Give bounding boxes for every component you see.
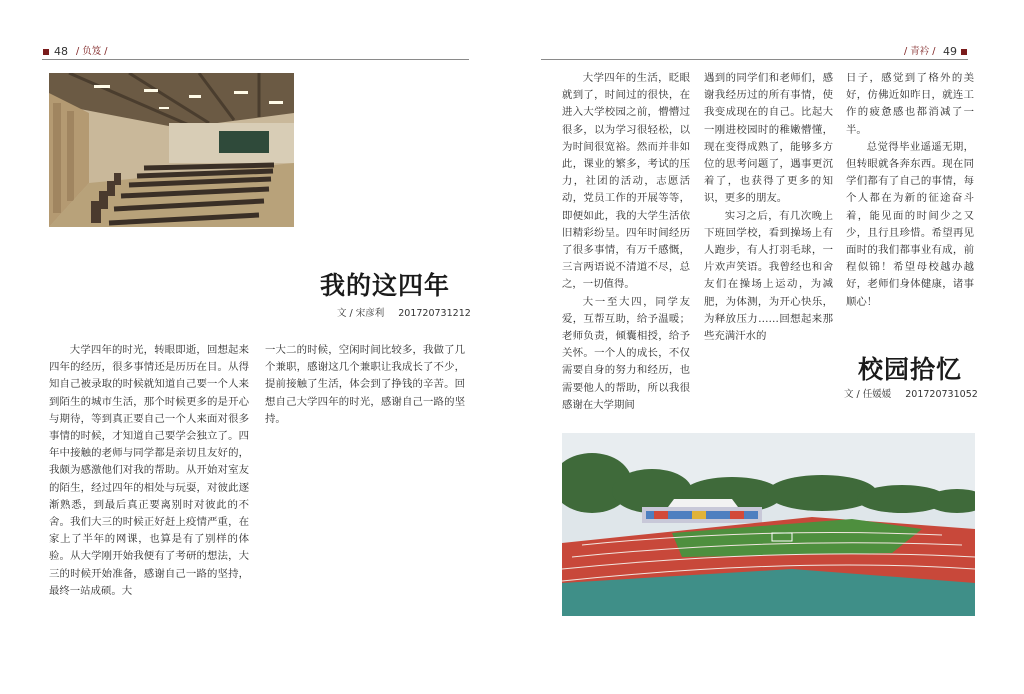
article2-paragraph: 大一至大四，同学友爱，互帮互助，给予温暖；老师负责，倾囊相授，给予关怀。一个人的成长，不仅需要自身的努力和经历，也需要他人的帮助，所以我很感谢在大学期间 [562,295,690,411]
article2-column-3 [846,70,974,311]
page-number-left: 48 [54,45,68,58]
header-marker-left [43,49,49,55]
article2-paragraph: 大学四年的生活，眨眼就到了，时间过的很快，在进入大学校园之前，懵懵过很多，以为学习很轻松，以为时间很宽裕。然而并非如此，课业的繁多，考试的压力，社团的活动，志愿活动，党员工作的开展等等，即便如此，我的大学生活依旧精彩纷呈。四年时间经历了很多事情，有万千感慨，三言两语说不清道不尽，总之，一切值得。 [562,72,690,291]
article2-byline [844,386,978,400]
article1-student-id: 201720731212 [398,308,471,319]
article2-column-1 [562,70,690,414]
section-label-left: / 负笈 / [76,46,108,57]
page-number-right: 49 [943,45,957,58]
article2-column-2 [704,70,833,345]
article1-paragraph-cont: 一大二的时候，空闲时间比较多，我做了几个兼职，感谢这几个兼职让我成长了不少，提前接触了生活，体会到了挣钱的辛苦。回想自己大学四年的时光，感谢自己一路的坚持。 [265,344,465,425]
article1-author: 文 / 宋彦利 [337,308,385,319]
article2-student-id: 201720731052 [905,389,978,400]
header-rule-left [42,59,469,60]
article1-column-1 [49,342,249,600]
header-marker-right [961,49,967,55]
article2-paragraph: 实习之后，有几次晚上下班回学校，看到操场上有人跑步，有人打羽毛球，一片欢声笑语。我曾经也和舍友们在操场上运动，为减肥，为体测，为开心快乐，为释放压力……回想起来那些充满汗水的 [704,209,833,343]
article2-paragraph-cont: 遇到的同学们和老师们，感谢我经历过的所有事情，使我变成现在的自己。比起大一刚进校园时的稚嫩懵懂，现在变得成熟了，能够多方位的思考问题了，遇事更沉着了，也获得了更多的知识，更多的朋友。 [704,72,833,205]
article1-byline [337,305,471,319]
article2-author: 文 / 任媛媛 [844,389,892,400]
article1-paragraph: 大学四年的时光，转眼即逝，回想起来四年的经历，很多事情还是历历在目。从得知自己被录取的时候就知道自己要一个人来到陌生的城市生活，那个时候更多的是开心与期待，等到真正要自己一个人来面对很多事情的时候，才知道自己要学会独立了。四年中接触的老师与同学都是亲切且友好的，我颇为感激他们对我的帮助。从开始对室友的陌生，经过四年的相处与玩耍，对彼此逐渐熟悉，到最后真正要离别时对彼此的不舍。我们大三的时候正好赶上疫情严重，在家上了半年的网课，也算是有了别样的体验。从大学刚开始我便有了考研的想法，大三的时候开始准备，感谢自己一路的坚持，最终一站成硕。大 [49,344,249,597]
article2-title: 校园拾忆 [858,355,963,384]
article1-column-2 [265,342,465,428]
section-label-right: / 青衿 / [904,46,936,57]
header-rule-right [541,59,968,60]
article2-paragraph-cont: 日子，感觉到了格外的美好，仿佛近如昨日，就连工作的疲惫感也都消减了一半。 [846,72,974,136]
article2-paragraph: 总觉得毕业遥遥无期，但转眼就各奔东西。现在同学们都有了自己的事情，每个人都在为新的征途奋斗着，能见面的时间少之又少，且行且珍惜。希望再见面时的我们都事业有成，前程似锦！希望母校越办越好，老师们身体健康，诸事顺心！ [846,140,974,308]
sports-field-photo [562,433,975,616]
article1-title: 我的这四年 [320,271,451,300]
lecture-hall-photo [49,73,294,227]
